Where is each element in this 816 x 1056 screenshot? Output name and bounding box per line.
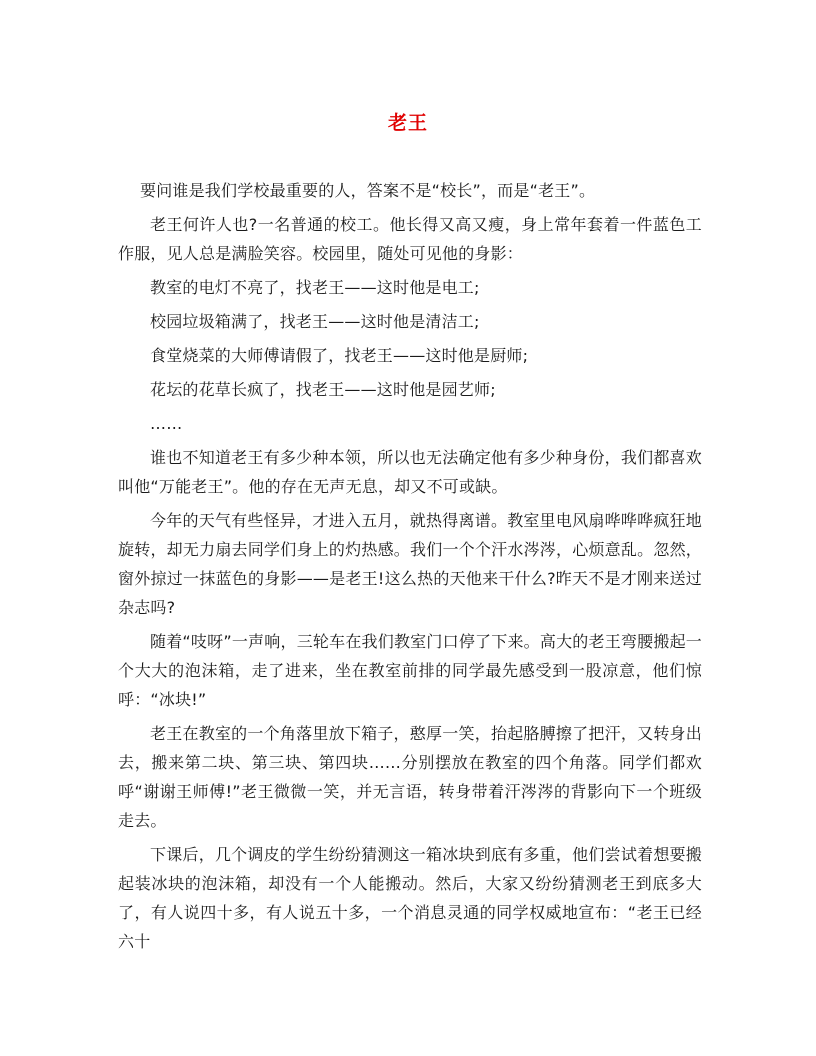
paragraph-6: 花坛的花草长疯了，找老王——这时他是园艺师; — [150, 380, 496, 399]
paragraph-12: 下课后，几个调皮的学生纷纷猜测这一箱冰块到底有多重，他们尝试着想要搬起装冰块的泡沫箱，却没有一个人能搬动。然后，大家又纷纷猜测老王到底多大了，有人说四十多，有人说五十多，一个消息灵通的同学权威地宣布：“老王已经六十 — [118, 845, 702, 951]
paragraph-10: 随着“吱呀”一声响，三轮车在我们教室门口停了下来。高大的老王弯腰搬起一个大大的泡沫箱，走了进来，坐在教室前排的同学最先感受到一股凉意，他们惊呼：“冰块!” — [118, 632, 702, 709]
paragraph-7: …… — [150, 414, 183, 433]
paragraph-2: 老王何许人也?一名普通的校工。他长得又高又瘦，身上常年套着一件蓝色工作服，见人总是满脸笑容。校园里，随处可见他的身影： — [118, 215, 702, 263]
document-body — [118, 176, 702, 956]
paragraph-9: 今年的天气有些怪异，才进入五月，就热得离谱。教室里电风扇哗哗哗疯狂地旋转，却无力扇去同学们身上的灼热感。我们一个个汗水涔涔，心烦意乱。忽然，窗外掠过一抹蓝色的身影——是老王!这么热的天他来干什么?昨天不是才刚来送过杂志吗? — [118, 511, 702, 617]
paragraph-8: 谁也不知道老王有多少种本领，所以也无法确定他有多少种身份，我们都喜欢叫他“万能老王”。他的存在无声无息，却又不可或缺。 — [118, 448, 702, 496]
paragraph-4: 校园垃圾箱满了，找老王——这时他是清洁工; — [150, 312, 480, 331]
paragraph-5: 食堂烧菜的大师傅请假了，找老王——这时他是厨师; — [150, 346, 529, 365]
paragraph-11: 老王在教室的一个角落里放下箱子，憨厚一笑，抬起胳膊擦了把汗，又转身出去，搬来第二块、第三块、第四块……分别摆放在教室的四个角落。同学们都欢呼“谢谢王师傅!”老王微微一笑，并无言语，转身带着汗涔涔的背影向下一个班级走去。 — [118, 724, 702, 830]
paragraph-1: 要问谁是我们学校最重要的人，答案不是“校长”，而是“老王”。 — [140, 181, 596, 200]
document-title: 老王 — [387, 112, 428, 134]
paragraph-3: 教室的电灯不亮了，找老王——这时他是电工; — [150, 278, 480, 297]
